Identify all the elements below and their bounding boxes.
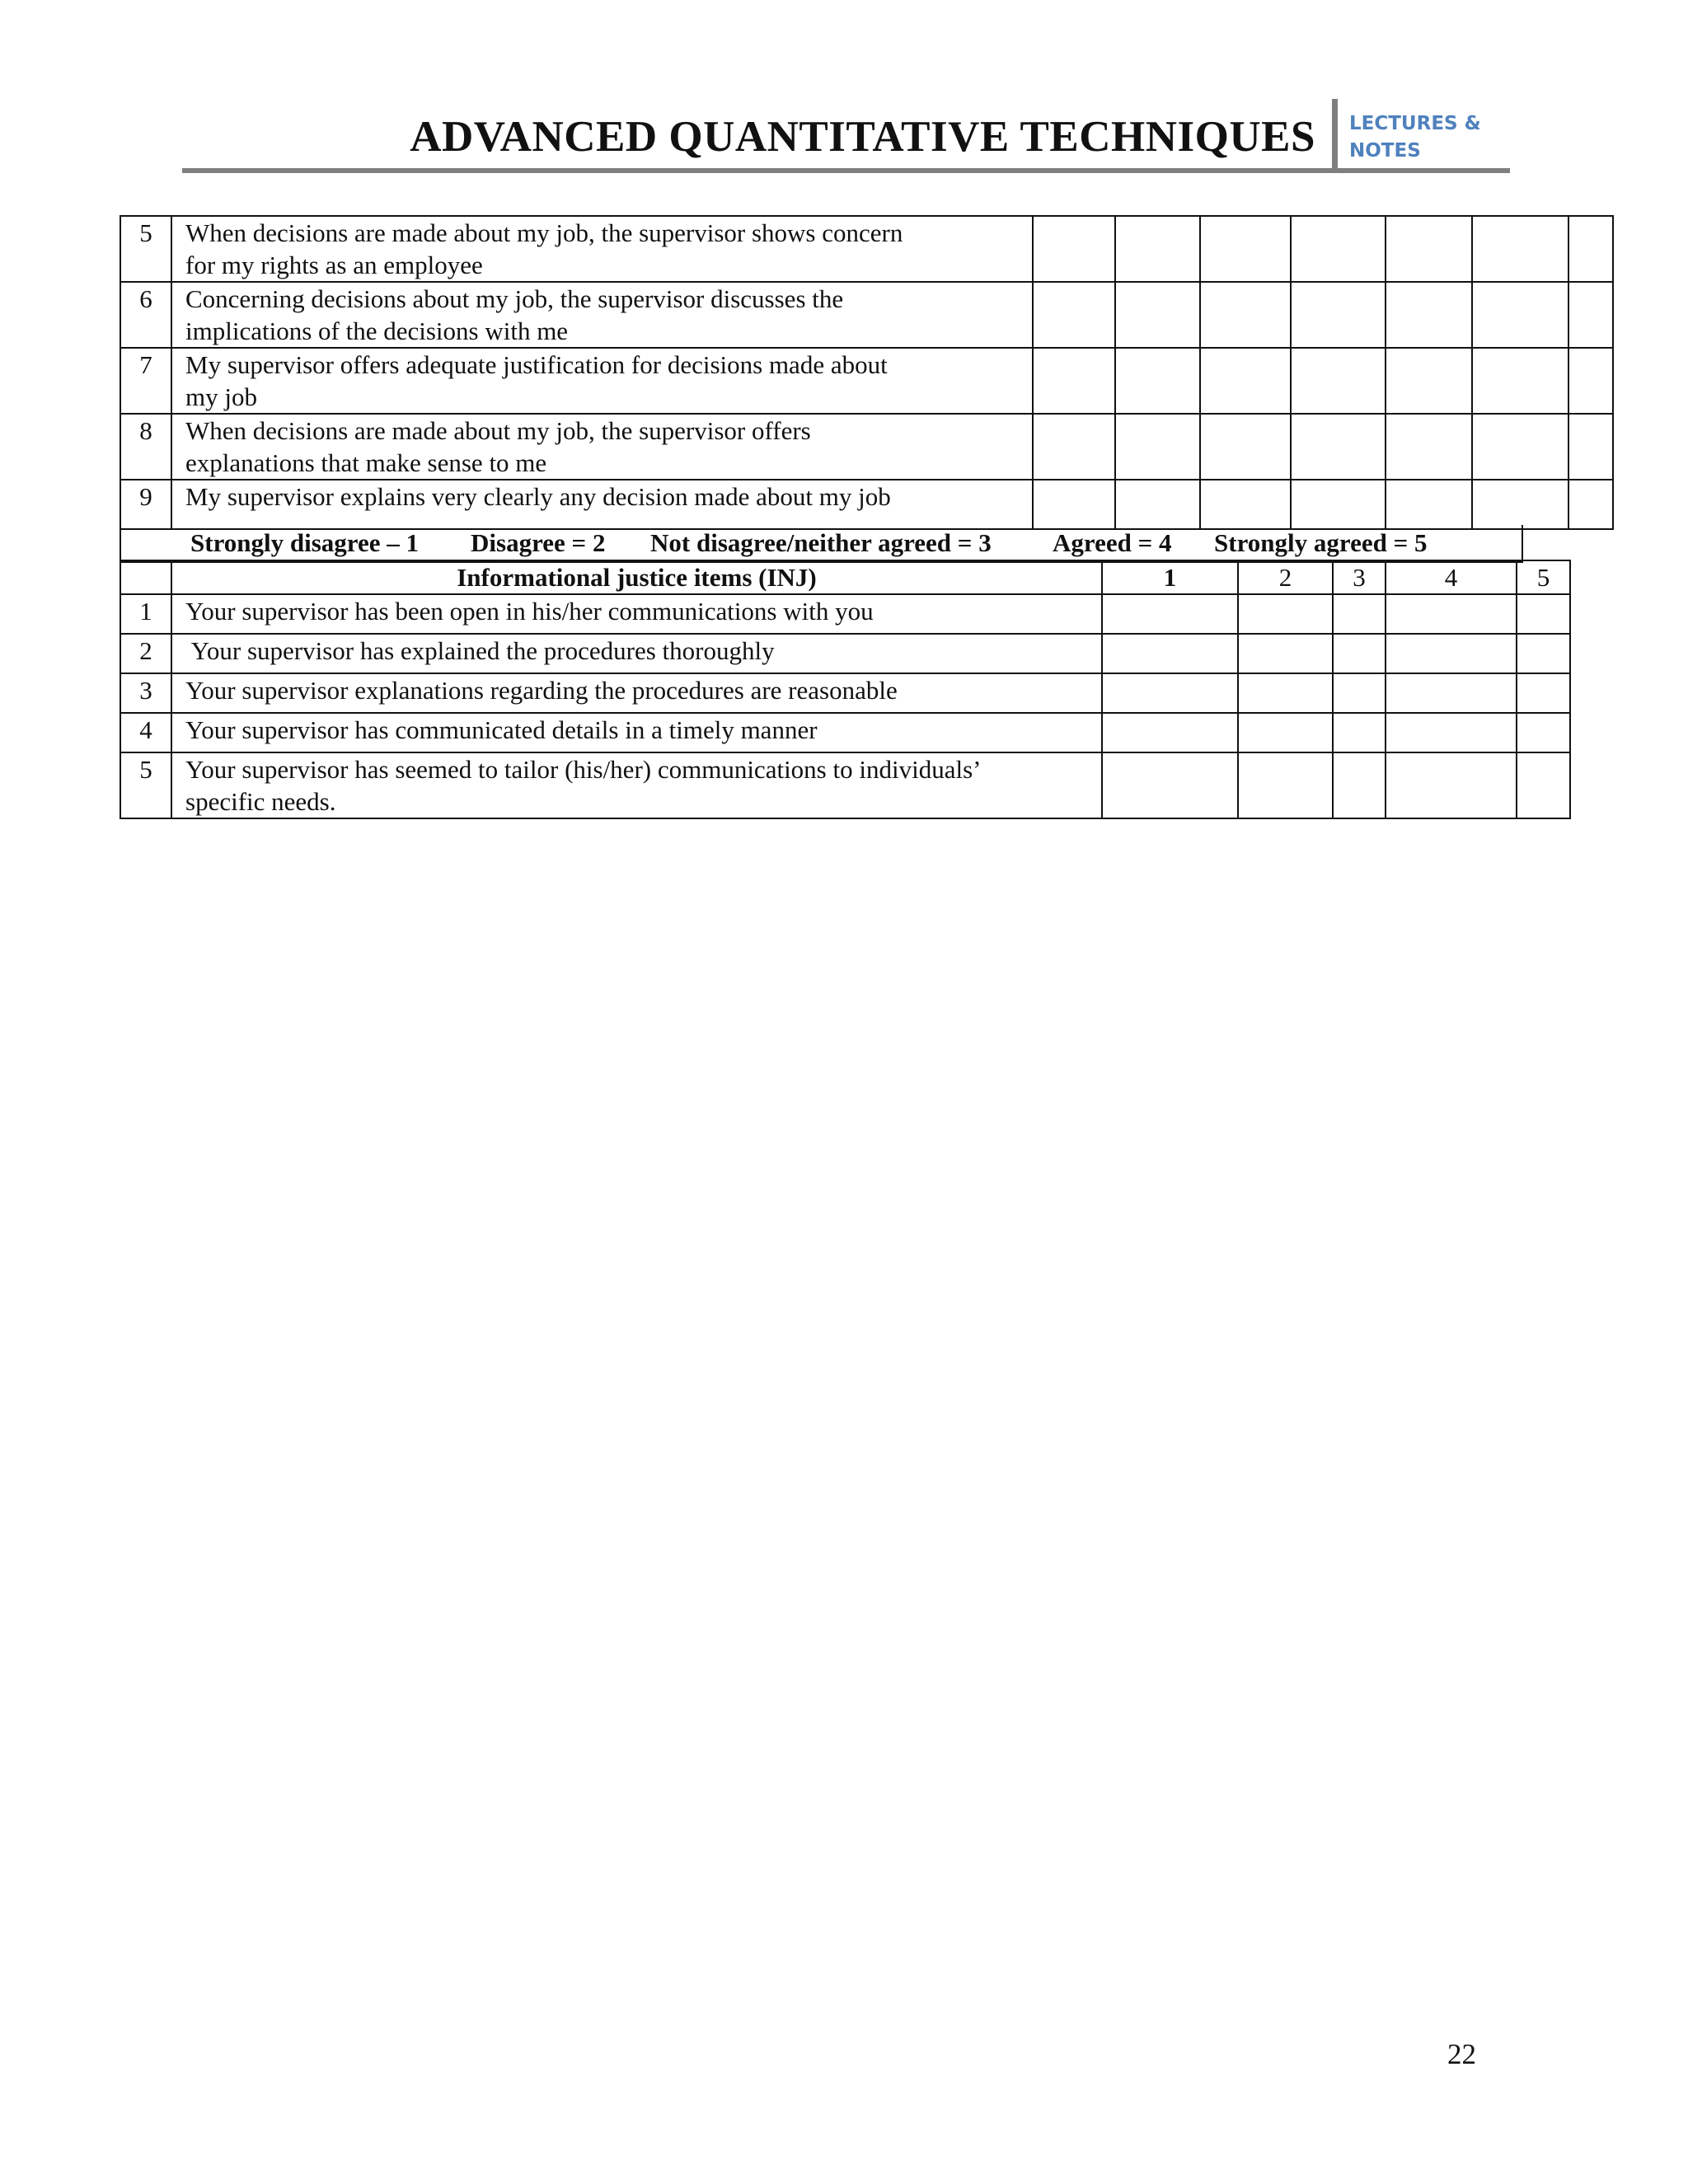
response-cell[interactable] (1033, 480, 1115, 529)
item-statement (171, 752, 1102, 818)
response-cell[interactable] (1115, 282, 1200, 348)
response-cell[interactable] (1200, 414, 1291, 480)
statement-line: When decisions are made about my job, the supervisor offers (185, 416, 811, 445)
response-cell[interactable] (1333, 673, 1386, 713)
statement-line: Your supervisor explanations regarding the procedures are reasonable (185, 676, 898, 705)
statement-line: implications of the decisions with me (185, 316, 569, 345)
item-number: 1 (120, 594, 171, 634)
page-number: 22 (1447, 2038, 1476, 2070)
scale-agreed: Agreed = 4 (1053, 528, 1172, 557)
response-cell[interactable] (1291, 348, 1386, 414)
page-header (182, 94, 1510, 173)
inj-header-row (120, 560, 1570, 594)
response-cell[interactable] (1472, 480, 1568, 529)
response-cell[interactable] (1238, 594, 1333, 634)
item-statement (171, 282, 1033, 348)
response-cell[interactable] (1568, 414, 1613, 480)
response-cell[interactable] (1386, 713, 1517, 752)
inj-column-4: 4 (1386, 560, 1517, 594)
item-statement (171, 414, 1033, 480)
response-cell[interactable] (1200, 282, 1291, 348)
item-number: 6 (120, 282, 171, 348)
scale-strongly-disagree: Strongly disagree – 1 (190, 528, 420, 557)
item-statement (171, 634, 1102, 673)
inj-column-3: 3 (1333, 560, 1386, 594)
inj-heading: Informational justice items (INJ) (171, 560, 1102, 594)
table-row (120, 634, 1570, 673)
table-row (120, 414, 1613, 480)
response-cell[interactable] (1200, 480, 1291, 529)
response-cell[interactable] (1102, 673, 1238, 713)
response-cell[interactable] (1386, 634, 1517, 673)
response-cell[interactable] (1517, 634, 1570, 673)
item-number: 3 (120, 673, 171, 713)
table-row (120, 480, 1613, 529)
response-cell[interactable] (1102, 634, 1238, 673)
item-statement (171, 216, 1033, 282)
table-row (120, 673, 1570, 713)
table-row (120, 713, 1570, 752)
response-cell[interactable] (1333, 594, 1386, 634)
response-cell[interactable] (1238, 713, 1333, 752)
statement-line: Concerning decisions about my job, the supervisor discusses the (185, 284, 844, 313)
response-cell[interactable] (1333, 752, 1386, 818)
response-cell[interactable] (1517, 752, 1570, 818)
response-cell[interactable] (1568, 480, 1613, 529)
inj-column-5: 5 (1517, 560, 1570, 594)
response-cell[interactable] (1517, 594, 1570, 634)
response-cell[interactable] (1517, 713, 1570, 752)
response-cell[interactable] (1115, 414, 1200, 480)
statement-line: specific needs. (185, 787, 336, 816)
item-statement (171, 348, 1033, 414)
item-number: 8 (120, 414, 171, 480)
header-tag-line-2: NOTES (1349, 140, 1421, 162)
response-cell[interactable] (1386, 282, 1472, 348)
response-cell[interactable] (1472, 282, 1568, 348)
response-cell[interactable] (1333, 713, 1386, 752)
statement-line: my job (185, 382, 257, 411)
statement-line: explanations that make sense to me (185, 448, 547, 477)
response-cell[interactable] (1386, 414, 1472, 480)
item-number: 9 (120, 480, 171, 529)
statement-line: When decisions are made about my job, the supervisor shows concern (185, 218, 903, 247)
response-cell[interactable] (1568, 348, 1613, 414)
item-number: 4 (120, 713, 171, 752)
response-cell[interactable] (1033, 282, 1115, 348)
response-cell[interactable] (1517, 673, 1570, 713)
inj-column-1: 1 (1102, 560, 1238, 594)
table-row (120, 348, 1613, 414)
scale-legend (120, 525, 1523, 563)
item-statement (171, 594, 1102, 634)
header-tag (1349, 110, 1481, 165)
response-cell[interactable] (1568, 216, 1613, 282)
response-cell[interactable] (1386, 752, 1517, 818)
header-rule (182, 168, 1510, 173)
response-cell[interactable] (1333, 634, 1386, 673)
item-statement (171, 713, 1102, 752)
table-row (120, 282, 1613, 348)
response-cell[interactable] (1568, 282, 1613, 348)
response-cell[interactable] (1200, 216, 1291, 282)
response-cell[interactable] (1102, 752, 1238, 818)
interpersonal-items-table (120, 215, 1614, 530)
response-cell[interactable] (1291, 414, 1386, 480)
response-cell[interactable] (1033, 216, 1115, 282)
statement-line: My supervisor offers adequate justification for decisions made about (185, 350, 888, 379)
response-cell[interactable] (1386, 673, 1517, 713)
table-row (120, 594, 1570, 634)
response-cell[interactable] (1115, 348, 1200, 414)
document-title: ADVANCED QUANTITATIVE TECHNIQUES (410, 113, 1315, 161)
scale-strongly-agreed: Strongly agreed = 5 (1214, 528, 1428, 557)
response-cell[interactable] (1102, 594, 1238, 634)
response-cell[interactable] (1115, 480, 1200, 529)
statement-line: for my rights as an employee (185, 251, 483, 279)
scale-neither: Not disagree/neither agreed = 3 (650, 528, 992, 557)
item-number: 5 (120, 752, 171, 818)
item-statement (171, 673, 1102, 713)
response-cell[interactable] (1386, 594, 1517, 634)
item-statement (171, 480, 1033, 529)
response-cell[interactable] (1200, 348, 1291, 414)
scale-disagree: Disagree = 2 (471, 528, 606, 557)
response-cell[interactable] (1238, 673, 1333, 713)
response-cell[interactable] (1291, 282, 1386, 348)
response-cell[interactable] (1472, 414, 1568, 480)
response-cell[interactable] (1386, 480, 1472, 529)
response-cell[interactable] (1102, 713, 1238, 752)
item-number: 5 (120, 216, 171, 282)
response-cell[interactable] (1033, 414, 1115, 480)
response-cell[interactable] (1115, 216, 1200, 282)
item-number: 7 (120, 348, 171, 414)
table-row (120, 752, 1570, 818)
header-tag-line-1: LECTURES & (1349, 113, 1481, 134)
response-cell[interactable] (1238, 634, 1333, 673)
header-divider (1332, 99, 1338, 171)
inj-column-2: 2 (1238, 560, 1333, 594)
statement-line: My supervisor explains very clearly any decision made about my job (185, 482, 891, 511)
statement-line: Your supervisor has explained the procedures thoroughly (185, 636, 775, 665)
statement-line: Your supervisor has communicated details in a timely manner (185, 715, 818, 744)
response-cell[interactable] (1386, 348, 1472, 414)
item-number: 2 (120, 634, 171, 673)
statement-line: Your supervisor has seemed to tailor (his/her) communications to individuals’ (185, 755, 982, 784)
statement-line: Your supervisor has been open in his/her communications with you (185, 597, 874, 626)
response-cell[interactable] (1472, 348, 1568, 414)
table-row (120, 216, 1613, 282)
response-cell[interactable] (1386, 216, 1472, 282)
informational-justice-table (120, 560, 1571, 819)
response-cell[interactable] (1033, 348, 1115, 414)
response-cell[interactable] (1238, 752, 1333, 818)
inj-header-blank (120, 560, 171, 594)
response-cell[interactable] (1472, 216, 1568, 282)
response-cell[interactable] (1291, 480, 1386, 529)
response-cell[interactable] (1291, 216, 1386, 282)
